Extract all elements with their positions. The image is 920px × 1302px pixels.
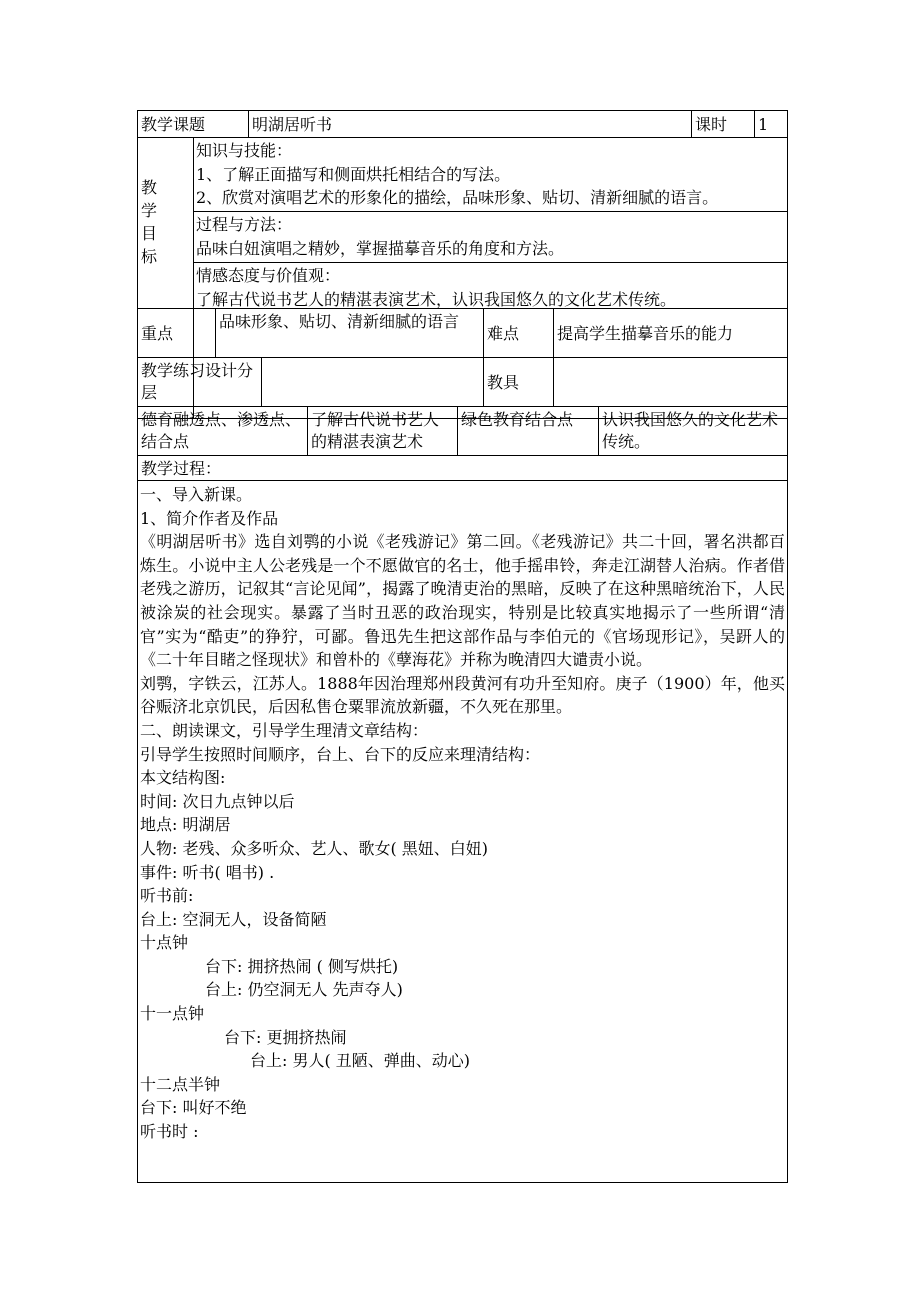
structure-during: 听书时 : (140, 1122, 199, 1142)
structure-below-3: 台下: 叫好不绝 (140, 1098, 247, 1118)
row-process-body (137, 480, 788, 1183)
process-method-heading: 过程与方法： (196, 215, 293, 234)
objectives-label-char: 标 (141, 247, 158, 266)
structure-ten-oclock: 十点钟 (140, 933, 189, 953)
practice-value (261, 358, 483, 406)
structure-stage-3: 台上: 男人( 丑陋、弹曲、动心) (250, 1051, 471, 1071)
structure-below-1: 台下: 拥挤热闹 ( 侧写烘托) (205, 956, 399, 976)
difficult-label: 难点 (483, 309, 553, 357)
green-label: 绿色教育结合点 (457, 407, 598, 455)
attitude-line-1: 了解古代说书艺人的精湛表演艺术，认识我国悠久的文化艺术传统。 (196, 289, 677, 309)
structure-below-2: 台下: 更拥挤热闹 (224, 1027, 347, 1047)
green-value: 认识我国悠久的文化艺术传统。 (598, 407, 787, 455)
knowledge-heading: 知识与技能： (196, 141, 293, 160)
knowledge-line-2: 2、欣赏对演唱艺术的形象化的描绘，品味形象、贴切、清新细腻的语言。 (196, 188, 719, 207)
structure-twelve-thirty: 十二点半钟 (140, 1074, 221, 1094)
section-1-heading: 一、导入新课。 (140, 485, 253, 504)
hours-label: 课时 (691, 111, 754, 137)
hours-value: 1 (754, 111, 787, 137)
process-method-block (194, 212, 787, 263)
practice-label: 教学练习设计分层 (141, 361, 254, 402)
structure-stage-2: 台上: 仍空洞无人 先声夺人) (205, 980, 403, 1000)
row-moral (137, 406, 788, 456)
structure-event: 事件: 听书( 唱书) . (140, 862, 275, 882)
process-body (138, 481, 787, 1182)
row-practice (137, 357, 788, 407)
knowledge-line-1: 1、了解正面描写和侧面烘托相结合的写法。 (196, 164, 511, 184)
moral-value: 了解古代说书艺人的精湛表演艺术 (307, 407, 457, 455)
author-paragraph: 刘鹗，字铁云，江苏人。1888年因治理郑州段黄河有功升至知府。庚子（1900）年，他买谷赈济北京饥民，后因私售仓粟罪流放新疆，不久死在那里。 (140, 673, 785, 717)
objectives-label-char: 教 (141, 178, 158, 197)
topic-label: 教学课题 (141, 115, 206, 134)
structure-chart-title: 本文结构图: (140, 768, 226, 788)
structure-before: 听书前: (140, 886, 194, 906)
attitude-heading: 情感态度与价值观： (196, 266, 341, 285)
key-label: 重点 (141, 323, 174, 343)
section-2-heading: 二、朗读课文，引导学生理清文章结构： (140, 720, 429, 740)
row-keypoints (137, 308, 788, 358)
difficult-value: 提高学生描摹音乐的能力 (553, 309, 787, 357)
objectives-label-char: 目 (141, 224, 158, 243)
structure-time: 时间: 次日九点钟以后 (140, 791, 295, 811)
section-2-sub: 引导学生按照时间顺序，台上、台下的反应来理清结构： (140, 744, 541, 764)
knowledge-block (194, 138, 787, 212)
structure-stage-1: 台上: 空洞无人，设备简陋 (140, 909, 327, 929)
topic-title: 明湖居听书 (248, 111, 691, 137)
key-value: 品味形象、贴切、清新细腻的语言 (215, 309, 483, 357)
row-topic (137, 110, 788, 138)
row-process-heading (137, 455, 788, 481)
moral-label: 德育融透点、渗透点、结合点 (141, 410, 302, 451)
intro-paragraph: 《明湖居听书》选自刘鹗的小说《老残游记》第二回。《老残游记》共二十回，署名洪都百炼生。小说中主人公老残是一个不愿做官的名士，他手摇串铃，奔走江湖替人治病。作者借老残之游历，记叙其“言论见闻”，揭露了晚清吏治的黑暗，反映了在这种黑暗统治下，人民被涂炭的社会现实。暴露了当时丑恶的政治现实，特别是比较真实地揭示了一些所谓“清官”实为“酷吏”的狰狞，可鄙。鲁迅先生把这部作品与李伯元的《官场现形记》，吴趼人的《二十年目睹之怪现状》和曾朴的《孽海花》并称为晚清四大谴责小说。 (140, 532, 785, 670)
process-method-line-1: 品味白妞演唱之精妙，掌握描摹音乐的角度和方法。 (196, 238, 565, 258)
objectives-label-char: 学 (141, 201, 158, 220)
tools-value (553, 358, 787, 406)
tools-label: 教具 (483, 358, 553, 406)
structure-eleven-oclock: 十一点钟 (140, 1004, 205, 1024)
process-heading: 教学过程： (141, 459, 222, 478)
structure-people: 人物: 老残、众多听众、艺人、歌女( 黑妞、白妞) (140, 838, 489, 858)
section-1-sub: 1、简介作者及作品 (140, 508, 279, 528)
structure-place: 地点: 明湖居 (140, 815, 231, 835)
